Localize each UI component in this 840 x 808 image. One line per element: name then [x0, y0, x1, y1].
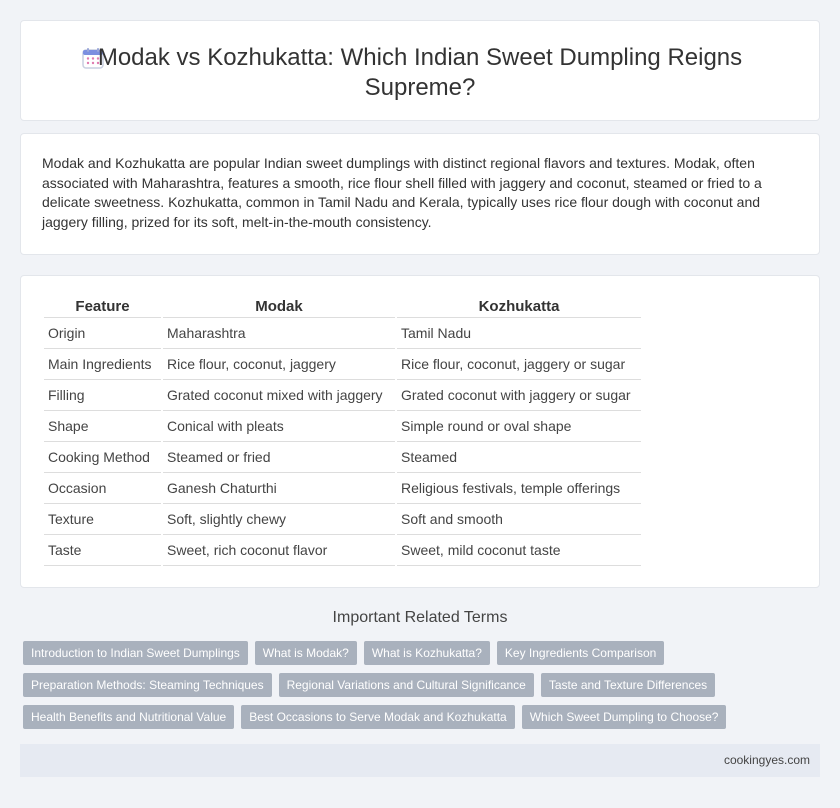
table-row [44, 411, 641, 442]
related-terms-tags [23, 641, 823, 737]
header-feature: Feature [44, 295, 161, 318]
table-header-row [44, 295, 641, 318]
cell-feature: Taste [44, 535, 161, 566]
cell-modak: Steamed or fried [163, 442, 395, 473]
header-modak: Modak [163, 295, 395, 318]
cell-kozhukatta: Sweet, mild coconut taste [397, 535, 641, 566]
tag-row [23, 673, 823, 697]
comparison-table [42, 295, 643, 566]
related-term-tag[interactable]: What is Modak? [255, 641, 357, 665]
table-row [44, 535, 641, 566]
intro-paragraph: Modak and Kozhukatta are popular Indian sweet dumplings with distinct regional flavors and textures. Modak, often associated with Maharashtra, features a smooth, rice flour shell filled with jaggery and coconut, steamed or fried to a delicate sweetness. Kozhukatta, common in Tamil Nadu and Kerala, typically uses rice flour dough with coconut and jaggery filling, prized for its soft, melt-in-the-mouth consistency. [42, 155, 762, 230]
related-term-tag[interactable]: Taste and Texture Differences [541, 673, 715, 697]
cell-kozhukatta: Simple round or oval shape [397, 411, 641, 442]
cell-feature: Origin [44, 318, 161, 349]
header-kozhukatta: Kozhukatta [397, 295, 641, 318]
related-term-tag[interactable]: Best Occasions to Serve Modak and Kozhukatta [241, 705, 514, 729]
footer [20, 744, 820, 777]
related-term-tag[interactable]: Regional Variations and Cultural Significance [279, 673, 534, 697]
cell-feature: Texture [44, 504, 161, 535]
cell-modak: Ganesh Chaturthi [163, 473, 395, 504]
table-row [44, 349, 641, 380]
cell-feature: Occasion [44, 473, 161, 504]
related-term-tag[interactable]: Which Sweet Dumpling to Choose? [522, 705, 727, 729]
related-terms-title: Important Related Terms [332, 609, 508, 626]
tag-row [23, 641, 823, 665]
header-card [20, 20, 820, 121]
comparison-card [20, 275, 820, 588]
table-row [44, 504, 641, 535]
tag-row [23, 705, 823, 729]
cell-kozhukatta: Soft and smooth [397, 504, 641, 535]
cell-kozhukatta: Rice flour, coconut, jaggery or sugar [397, 349, 641, 380]
cell-feature: Cooking Method [44, 442, 161, 473]
cell-kozhukatta: Grated coconut with jaggery or sugar [397, 380, 641, 411]
related-term-tag[interactable]: Key Ingredients Comparison [497, 641, 664, 665]
cell-feature: Main Ingredients [44, 349, 161, 380]
cell-kozhukatta: Tamil Nadu [397, 318, 641, 349]
cell-feature: Filling [44, 380, 161, 411]
cell-modak: Rice flour, coconut, jaggery [163, 349, 395, 380]
footer-site[interactable]: cookingyes.com [723, 753, 810, 767]
related-term-tag[interactable]: Health Benefits and Nutritional Value [23, 705, 234, 729]
cell-modak: Maharashtra [163, 318, 395, 349]
cell-modak: Conical with pleats [163, 411, 395, 442]
table-row [44, 473, 641, 504]
table-row [44, 380, 641, 411]
cell-modak: Soft, slightly chewy [163, 504, 395, 535]
cell-kozhukatta: Religious festivals, temple offerings [397, 473, 641, 504]
intro-card [20, 133, 820, 255]
cell-modak: Sweet, rich coconut flavor [163, 535, 395, 566]
page-title: Modak vs Kozhukatta: Which Indian Sweet Dumpling Reigns Supreme? [97, 44, 743, 101]
cell-kozhukatta: Steamed [397, 442, 641, 473]
cell-modak: Grated coconut mixed with jaggery [163, 380, 395, 411]
related-term-tag[interactable]: What is Kozhukatta? [364, 641, 490, 665]
related-term-tag[interactable]: Preparation Methods: Steaming Techniques [23, 673, 272, 697]
related-term-tag[interactable]: Introduction to Indian Sweet Dumplings [23, 641, 248, 665]
table-row [44, 318, 641, 349]
table-row [44, 442, 641, 473]
cell-feature: Shape [44, 411, 161, 442]
